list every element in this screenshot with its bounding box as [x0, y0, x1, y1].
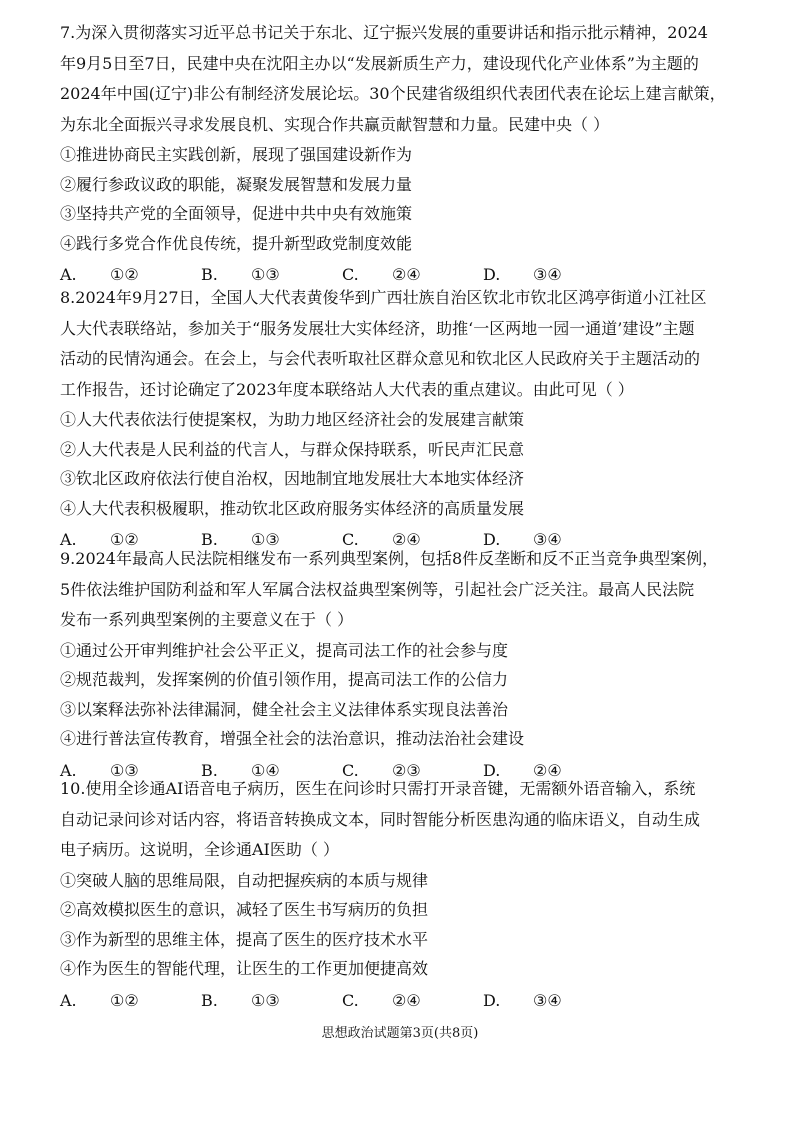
statement: ①推进协商民主实践创新，展现了强国建设新作为 — [60, 145, 413, 164]
option-c: C. ②④ — [342, 265, 421, 284]
stem-line: 发布一系列典型案例的主要意义在于（ ） — [60, 610, 354, 629]
stem-line: 5件依法维护国防利益和军人军属合法权益典型案例等，引起社会广泛关注。最高人民法院 — [60, 579, 695, 599]
stem-line: 工作报告，还讨论确定了2023年度本联络站人大代表的重点建议。由此可见（ ） — [60, 379, 634, 399]
option-d: D. ②④ — [483, 760, 562, 780]
stem-line: 10.使用全诊通AI语音电子病历，医生在问诊时只需打开录音键，无需额外语音输入，系统 — [60, 779, 696, 798]
option-b: B. ①③ — [201, 265, 280, 284]
question-stem — [60, 774, 772, 866]
option-a: A. ①③ — [60, 760, 139, 780]
stem-line: 自动记录问诊对话内容，将语音转换成文本，同时智能分析医患沟通的临床语义，自动生成 — [60, 809, 701, 829]
statement: ③作为新型的思维主体，提高了医生的医疗技术水平 — [60, 929, 429, 949]
stem-line: 活动的民情沟通会。在会上，与会代表听取社区群众意见和钦北区人民政府关于主题活动的 — [60, 349, 701, 368]
stem-line: 为东北全面振兴寻求发展良机、实现合作共赢贡献智慧和力量。民建中央（ ） — [60, 114, 610, 134]
question-7 — [60, 18, 772, 291]
statement: ①通过公开审判维护社会公平正义，提高司法工作的社会参与度 — [60, 640, 509, 660]
statement: ②高效模拟医生的意识，减轻了医生书写病历的负担 — [60, 900, 429, 919]
statement: ④作为医生的智能代理，让医生的工作更加便捷高效 — [60, 959, 429, 978]
stem-line: 电子病历。这说明，全诊通AI医助（ ） — [60, 840, 339, 859]
option-a: A. ①② — [60, 530, 139, 549]
question-10 — [60, 774, 772, 1017]
option-c: C. ②④ — [342, 990, 421, 1010]
option-c: C. ②③ — [342, 760, 421, 780]
statement: ①突破人脑的思维局限，自动把握疾病的本质与规律 — [60, 870, 429, 890]
statement: ④人大代表积极履职，推动钦北区政府服务实体经济的高质量发展 — [60, 498, 525, 518]
option-c: C. ②④ — [342, 530, 421, 549]
option-b: B. ①③ — [201, 530, 280, 549]
question-stem — [60, 283, 772, 405]
answer-options — [60, 985, 772, 1017]
stem-line: 年9月5日至7日，民建中央在沈阳主办以“发展新质生产力，建设现代化产业体系”为主题的 — [60, 53, 699, 73]
statement: ②规范裁判，发挥案例的价值引领作用，提高司法工作的公信力 — [60, 670, 509, 689]
statement: ④进行普法宣传教育，增强全社会的法治意识，推动法治社会建设 — [60, 729, 525, 748]
question-8 — [60, 283, 772, 556]
stem-line: 8.2024年9月27日，全国人大代表黄俊华到广西壮族自治区钦北市钦北区鸿亭街道小江社区 — [60, 288, 707, 307]
option-d: D. ③④ — [483, 990, 562, 1010]
statement: ④践行多党合作优良传统，提升新型政党制度效能 — [60, 233, 413, 253]
option-a: A. ①② — [60, 990, 139, 1010]
statement: ③以案释法弥补法律漏洞，健全社会主义法律体系实现良法善治 — [60, 699, 509, 719]
stem-line: 人大代表联络站，参加关于“服务发展壮大实体经济，助推‘一区两地一园一通道’建设”主题 — [60, 318, 695, 338]
option-b: B. ①④ — [201, 760, 280, 780]
question-stem — [60, 18, 772, 140]
question-9 — [60, 544, 772, 787]
question-stem — [60, 544, 772, 636]
stem-line: 2024年中国(辽宁)非公有制经济发展论坛。30个民建省级组织代表团代表在论坛上建言献策， — [60, 84, 726, 103]
option-d: D. ③④ — [483, 265, 562, 284]
statement: ②履行参政议政的职能，凝聚发展智慧和发展力量 — [60, 174, 413, 194]
option-a: A. ①② — [60, 265, 139, 284]
stem-line: 9.2024年最高人民法院相继发布一系列典型案例，包括8件反垄断和反不正当竞争典型案例， — [60, 549, 719, 568]
statement: ③坚持共产党的全面领导，促进中共中央有效施策 — [60, 204, 413, 223]
option-d: D. ③④ — [483, 530, 562, 549]
option-b: B. ①③ — [201, 990, 280, 1010]
statement: ③钦北区政府依法行使自治权，因地制宜地发展壮大本地实体经济 — [60, 469, 525, 488]
page-footer: 思想政治试题第3页(共8页) — [321, 1026, 479, 1041]
statement: ①人大代表依法行使提案权，为助力地区经济社会的发展建言献策 — [60, 410, 525, 429]
stem-line: 7.为深入贯彻落实习近平总书记关于东北、辽宁振兴发展的重要讲话和指示批示精神，2024 — [60, 23, 708, 42]
statement: ②人大代表是人民利益的代言人，与群众保持联系，听民声汇民意 — [60, 439, 525, 459]
